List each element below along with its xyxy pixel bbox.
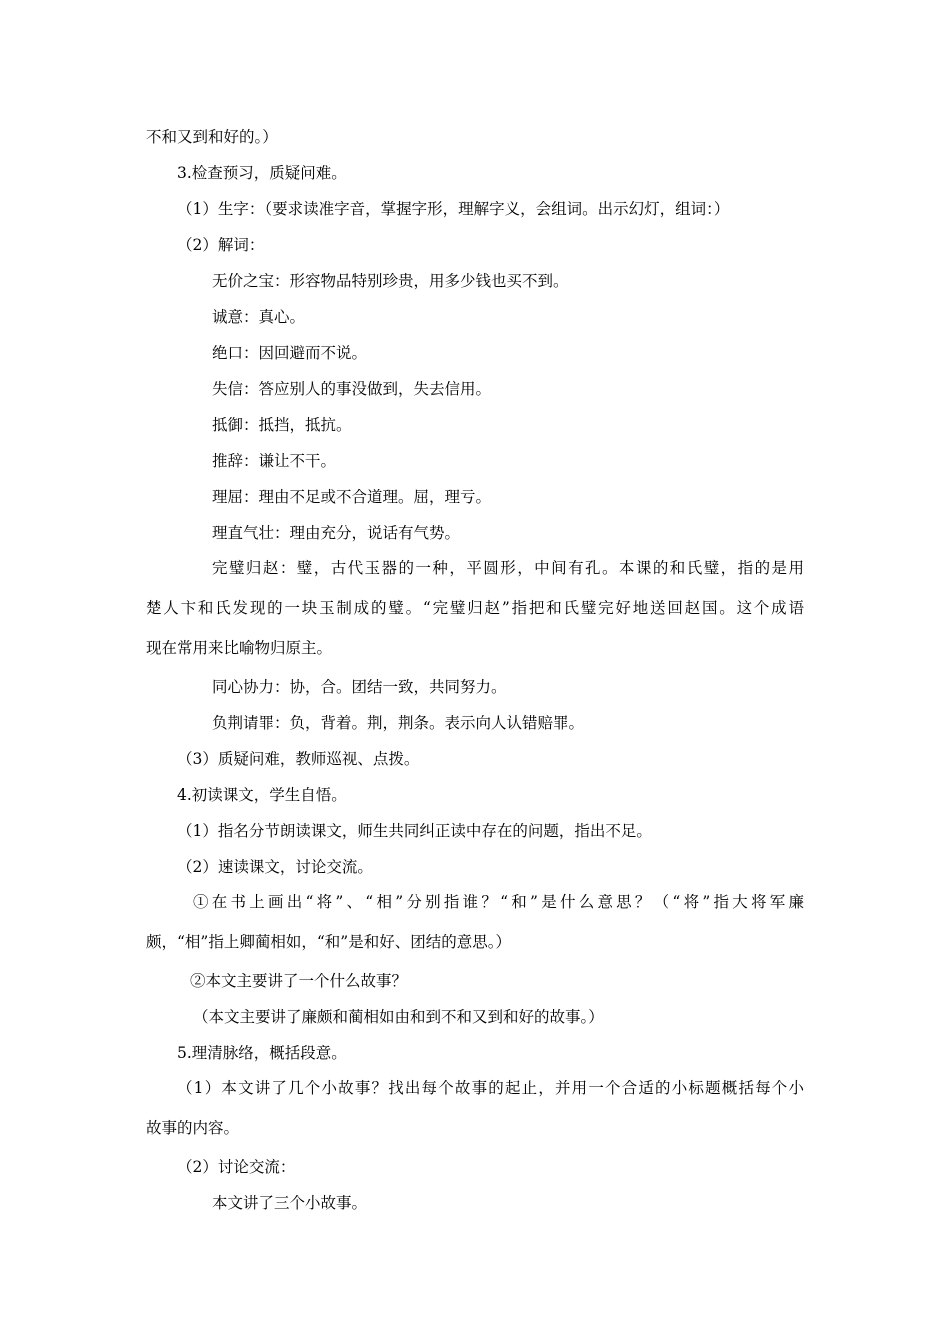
definition-line: 负荆请罪：负，背着。荆，荆条。表示向人认错赔罪。 <box>212 714 585 732</box>
text-line: （1）指名分节朗读课文，师生共同纠正读中存在的问题，指出不足。 <box>177 822 652 840</box>
question-line: ②本文主要讲了一个什么故事？ <box>190 972 408 990</box>
text-line: （1）生字：（要求读准字音，掌握字形，理解字义，会组词。出示幻灯，组词：） <box>177 200 730 218</box>
definition-line: 绝口：因回避而不说。 <box>212 344 368 362</box>
text-line: （1）本文讲了几个小故事？找出每个故事的起止，并用一个合适的小标题概括每个小 <box>177 1079 804 1097</box>
question-line: ①在书上画出“将”、“相”分别指谁？“和”是什么意思？（“将”指大将军廉 <box>193 893 804 911</box>
text-line: （2）速读课文，讨论交流。 <box>177 858 373 876</box>
definition-line: 理屈：理由不足或不合道理。屈，理亏。 <box>212 488 492 506</box>
text-line: （本文主要讲了廉颇和蔺相如由和到不和又到和好的故事。） <box>193 1008 604 1026</box>
definition-line: 完璧归赵：璧，古代玉器的一种，平圆形，中间有孔。本课的和氏璧，指的是用 <box>212 559 804 577</box>
definition-line: 诚意：真心。 <box>212 308 306 326</box>
text-line: 颇，“相”指上卿蔺相如，“和”是和好、团结的意思。） <box>146 933 511 951</box>
definition-line: 失信：答应别人的事没做到，失去信用。 <box>212 380 492 398</box>
text-line: 本文讲了三个小故事。 <box>212 1194 368 1212</box>
section-heading: 3.检查预习，质疑问难。 <box>177 164 347 182</box>
text-line: （2）解词： <box>177 236 265 254</box>
text-line: （3）质疑问难，教师巡视、点拨。 <box>177 750 420 768</box>
definition-line: 同心协力：协，合。团结一致，共同努力。 <box>212 678 507 696</box>
text-line: （2）讨论交流： <box>177 1158 296 1176</box>
section-heading: 5.理清脉络，概括段意。 <box>177 1044 347 1062</box>
section-heading: 4.初读课文，学生自悟。 <box>177 786 347 804</box>
text-line: 不和又到和好的。） <box>146 128 278 146</box>
definition-line: 抵御：抵挡，抵抗。 <box>212 416 352 434</box>
definition-line: 楚人卞和氏发现的一块玉制成的璧。“完璧归赵”指把和氏璧完好地送回赵国。这个成语 <box>146 599 804 617</box>
text-line: 故事的内容。 <box>146 1119 240 1137</box>
definition-line: 无价之宝：形容物品特别珍贵，用多少钱也买不到。 <box>212 272 569 290</box>
definition-line: 现在常用来比喻物归原主。 <box>146 639 333 657</box>
definition-line: 推辞：谦让不干。 <box>212 452 337 470</box>
definition-line: 理直气壮：理由充分，说话有气势。 <box>212 524 461 542</box>
